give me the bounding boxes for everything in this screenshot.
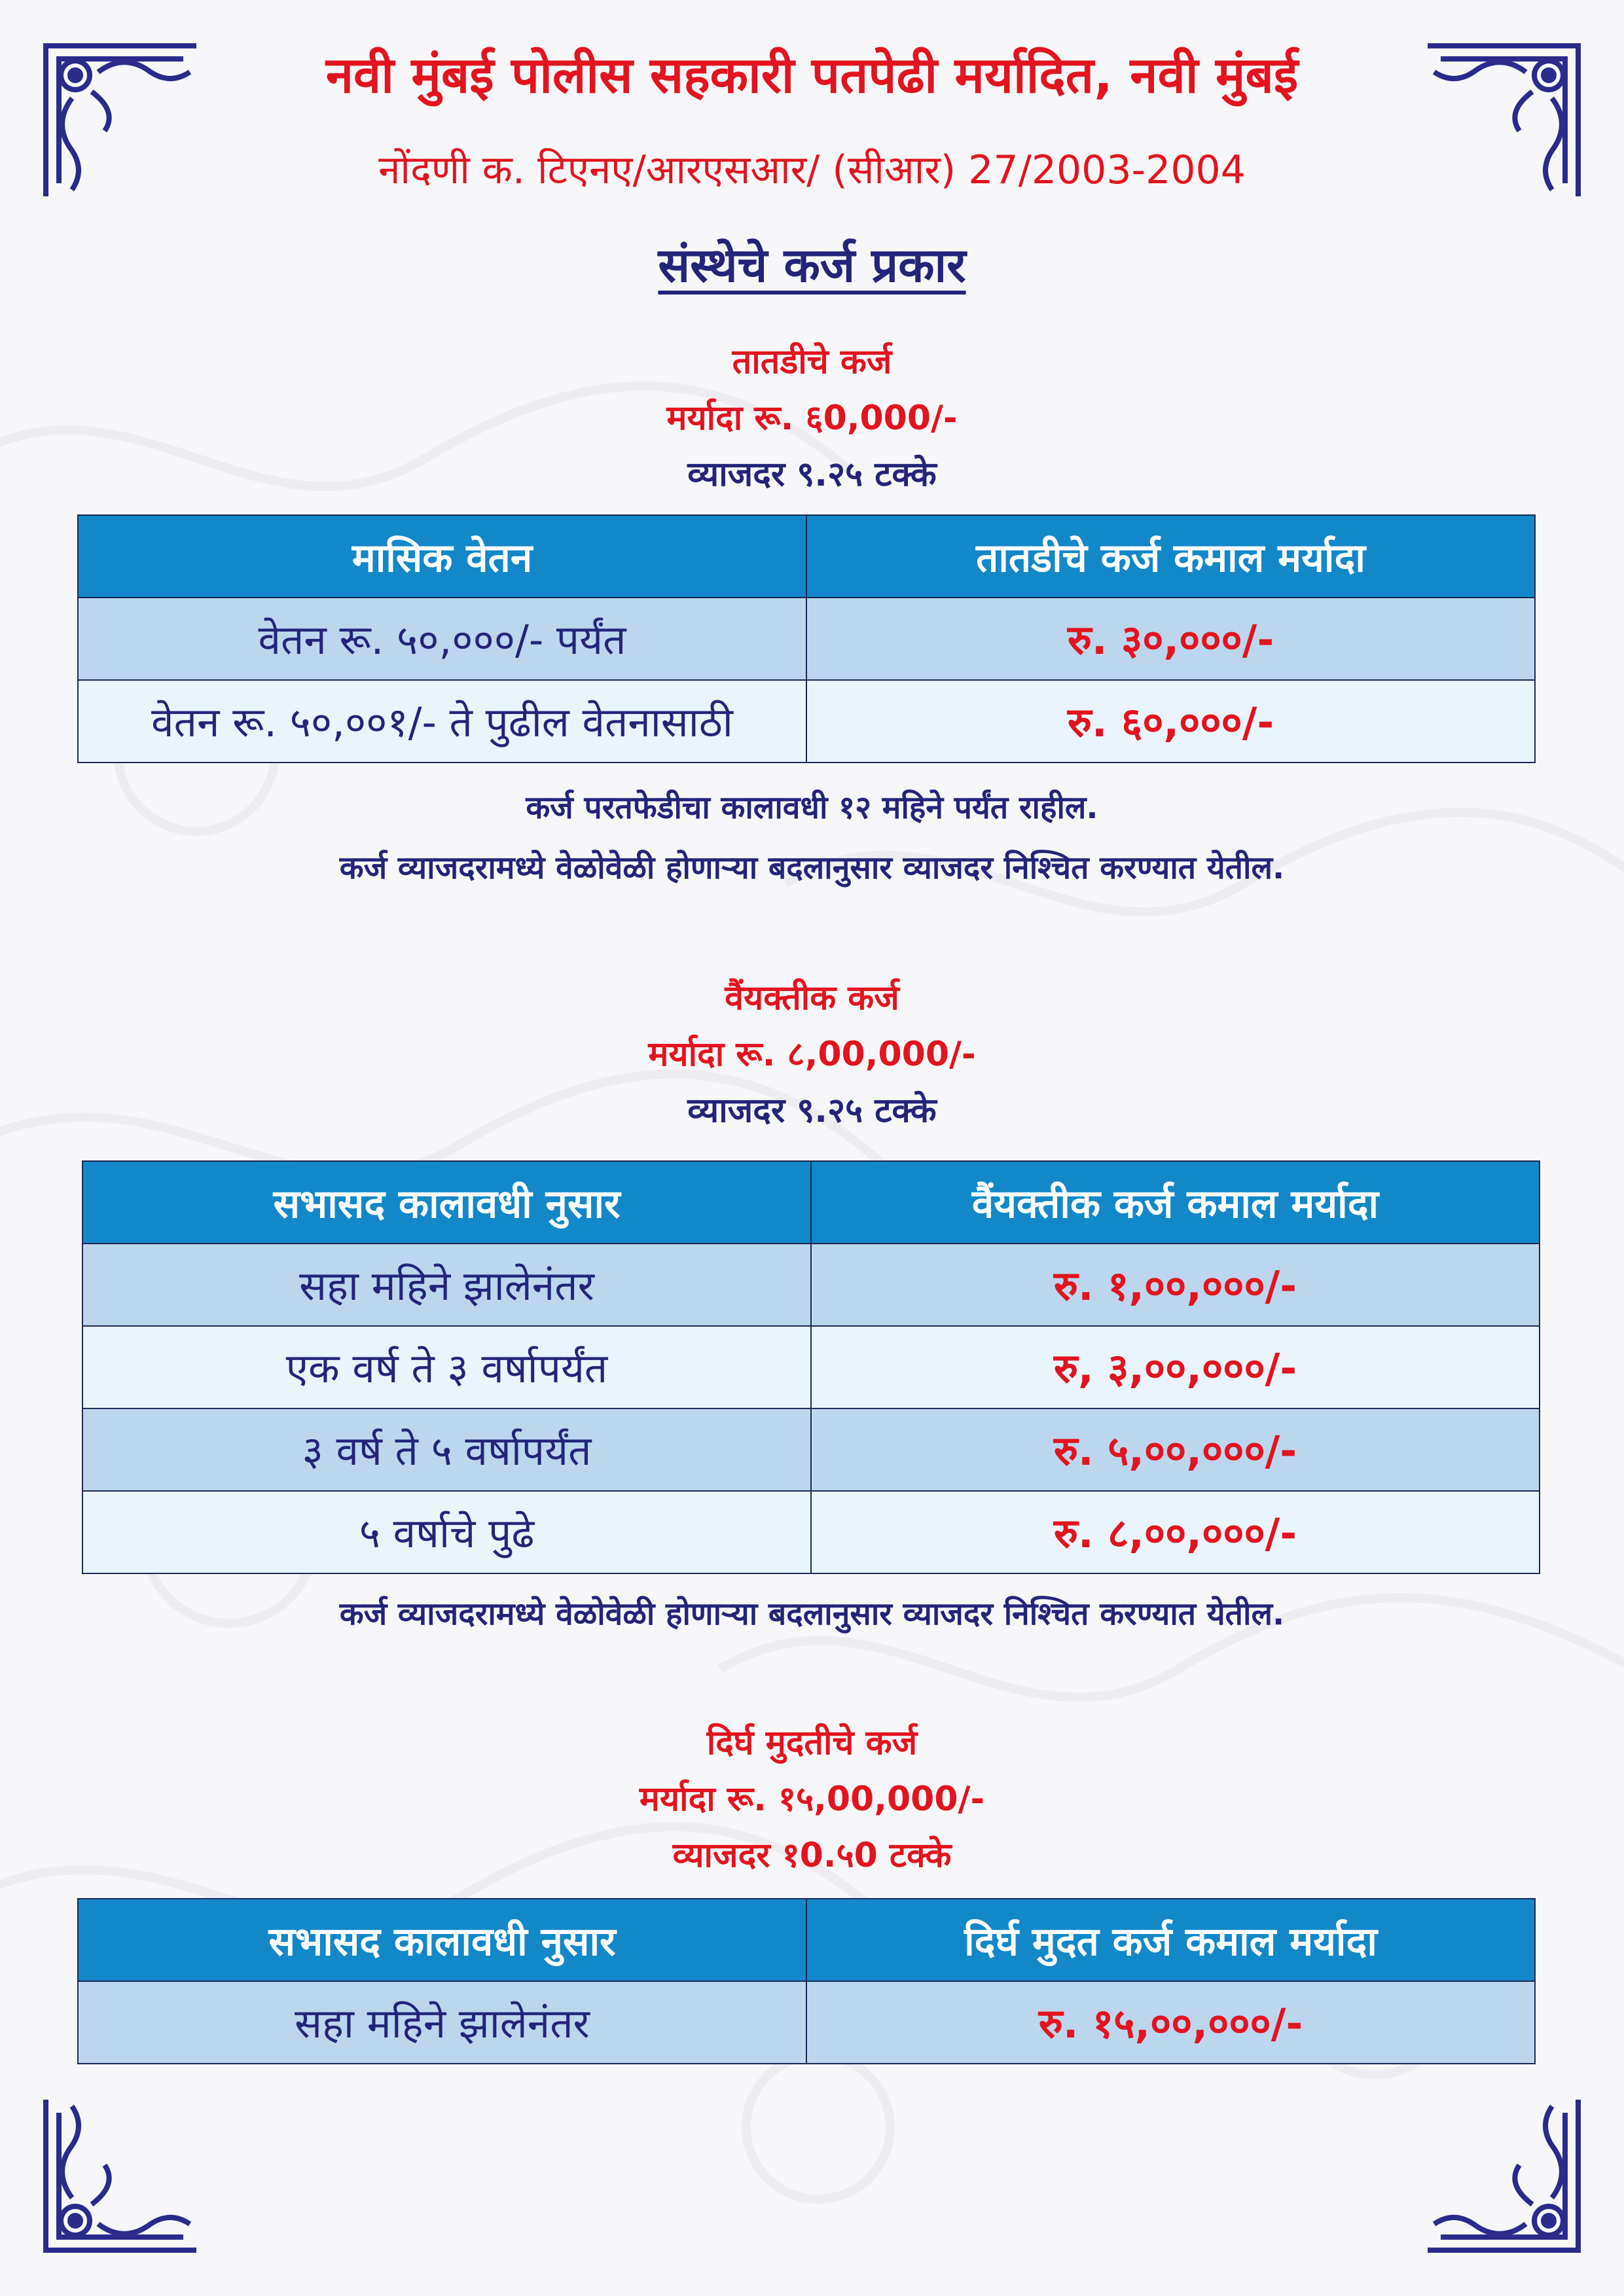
document-title [0,229,1624,301]
table-cell: रु. ३०,०००/- [806,598,1535,680]
column-header: दिर्घ मुदत कर्ज कमाल मर्यादा [806,1899,1535,1981]
table-cell: रु. ५,००,०००/- [811,1408,1540,1491]
column-header: सभासद कालावधी नुसार [78,1899,806,1981]
table-cell: ३ वर्ष ते ५ वर्षापर्यंत [82,1408,811,1491]
table-row [78,1981,1535,2064]
section-2-limit: मर्यादा रू. ८,00,000/- [648,1035,976,1074]
section-1-limit: मर्यादा रू. ६0,000/- [666,399,958,438]
registration-number: नोंदणी क. टिएनए/आरएसआर/ (सीआर) 27/2003-2004 [378,147,1246,193]
column-header: तातडीचे कर्ज कमाल मर्यादा [806,515,1535,598]
corner-ornament-bottom-right [1421,2093,1585,2257]
section-2-interest: व्याजदर ९.२५ टक्के [687,1091,937,1130]
table-row [82,1408,1540,1491]
table-row [82,1244,1540,1326]
section-3-limit: मर्यादा रू. १५,00,000/- [639,1780,985,1819]
table-cell: वेतन रू. ५०,०००/- पर्यंत [78,598,806,680]
table-header-row [82,1161,1540,1244]
table-row [78,598,1535,680]
table-cell: रु, ३,००,०००/- [811,1326,1540,1408]
section-1-note: कर्ज व्याजदरामध्ये वेळोवेळी होणाऱ्या बदलानुसार व्याजदर निश्चित करण्यात येतील. [339,850,1285,886]
column-header: वैंयक्तीक कर्ज कमाल मर्यादा [811,1161,1540,1244]
corner-ornament-bottom-left [39,2093,203,2257]
column-header: सभासद कालावधी नुसार [82,1161,811,1244]
column-header: मासिक वेतन [78,515,806,598]
table-cell: सहा महिने झालेनंतर [82,1244,811,1326]
document-title-text: संस्थेचे कर्ज प्रकार [658,238,966,293]
section-2-table [82,1160,1540,1574]
table-cell: रु. ६०,०००/- [806,680,1535,762]
section-2-name: वैंयक्तीक कर्ज [725,978,899,1018]
table-cell: रु. १,००,०००/- [811,1244,1540,1326]
table-row [82,1326,1540,1408]
section-2-note: कर्ज व्याजदरामध्ये वेळोवेळी होणाऱ्या बदलानुसार व्याजदर निश्चित करण्यात येतील. [339,1596,1285,1632]
table-header-row [78,515,1535,598]
section-1-interest: व्याजदर ९.२५ टक्के [687,455,937,494]
section-3-interest: व्याजदर १0.५0 टक्के [672,1836,952,1875]
table-row [78,680,1535,762]
table-cell: रु. ८,००,०००/- [811,1491,1540,1573]
table-header-row [78,1899,1535,1981]
section-1-table [77,514,1536,763]
table-cell: वेतन रू. ५०,००१/- ते पुढील वेतनासाठी [78,680,806,762]
table-cell: सहा महिने झालेनंतर [78,1981,806,2064]
org-name: नवी मुंबई पोलीस सहकारी पतपेढी मर्यादित, नवी मुंबई [325,46,1299,104]
table-cell: एक वर्ष ते ३ वर्षापर्यंत [82,1326,811,1408]
section-1-note: कर्ज परतफेडीचा कालावधी १२ महिने पर्यंत राहील. [526,789,1098,826]
table-row [82,1491,1540,1573]
section-3-table [77,1898,1536,2064]
section-1-name: तातडीचे कर्ज [732,342,892,382]
table-cell: रु. १५,००,०००/- [806,1981,1535,2064]
table-cell: ५ वर्षाचे पुढे [82,1491,811,1573]
section-3-name: दिर्घ मुदतीचे कर्ज [706,1723,918,1763]
